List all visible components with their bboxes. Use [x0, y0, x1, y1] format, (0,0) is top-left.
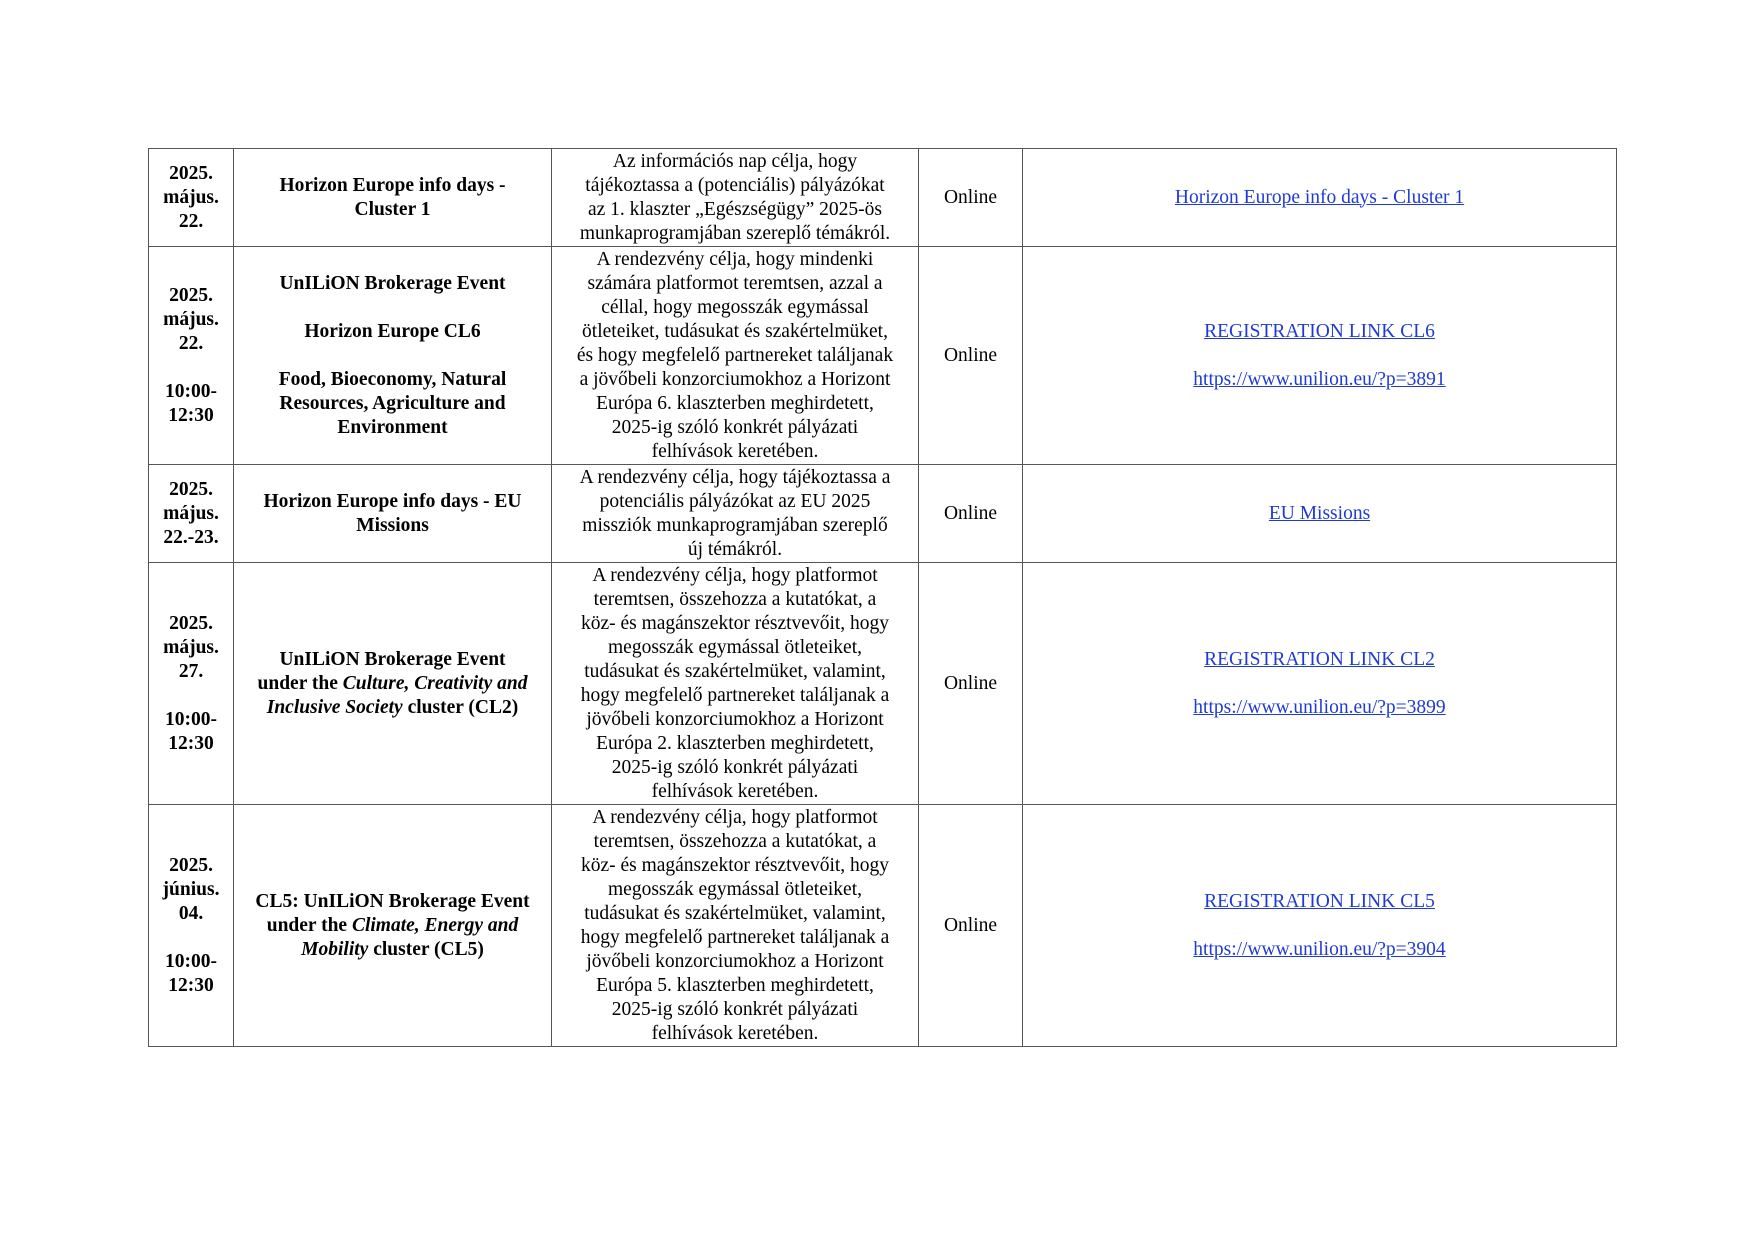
- event-links: [1023, 563, 1617, 805]
- table-row: [149, 805, 1617, 1047]
- event-mode: Online: [919, 465, 1023, 563]
- registration-link-cl2[interactable]: REGISTRATION LINK CL2: [1204, 648, 1435, 670]
- event-date: 2025. május. 22.: [149, 149, 234, 247]
- event-links: [1023, 465, 1617, 563]
- event-date: 2025. május. 22.-23.: [149, 465, 234, 563]
- event-mode: Online: [919, 149, 1023, 247]
- unilion-url-link[interactable]: https://www.unilion.eu/?p=3899: [1193, 696, 1446, 718]
- event-time: 10:00-: [165, 380, 217, 402]
- event-mode: Online: [919, 563, 1023, 805]
- event-description: A rendezvény célja, hogy platformot teremtsen, összehozza a kutatókat, a köz- és magánszektor résztvevőit, hogy megosszák egymással ötleteiket, tudásukat és szakértelmüket, valamint, hogy megfelelő partnereket találjanak a jövőbeli konzorciumokhoz a Horizont Európa 5. klaszterben meghirdetett, 2025-ig szóló konkrét pályázati felhívások keretében.: [552, 805, 919, 1047]
- event-title: Horizon Europe info days - Cluster 1: [234, 149, 552, 247]
- event-title: CL5: UnILiON Brokerage Event under the Climate, Energy and Mobility cluster (CL5): [234, 805, 552, 1047]
- table-row: [149, 563, 1617, 805]
- table-row: [149, 465, 1617, 563]
- registration-link-cl6[interactable]: REGISTRATION LINK CL6: [1204, 320, 1435, 342]
- event-description: Az információs nap célja, hogy tájékoztassa a (potenciális) pályázókat az 1. klaszter „Egészségügy” 2025-ös munkaprogramjában szereplő témákról.: [552, 149, 919, 247]
- unilion-url-link[interactable]: https://www.unilion.eu/?p=3904: [1193, 938, 1446, 960]
- event-title: Horizon Europe info days - EU Missions: [234, 465, 552, 563]
- eu-missions-link[interactable]: EU Missions: [1268, 502, 1371, 524]
- event-mode: Online: [919, 805, 1023, 1047]
- event-links: [1023, 805, 1617, 1047]
- event-links: [1023, 149, 1617, 247]
- event-description: A rendezvény célja, hogy mindenki számára platformot teremtsen, azzal a céllal, hogy megosszák egymással ötleteiket, tudásukat és szakértelmüket, és hogy megfelelő partnereket találjanak a jövőbeli konzorciumokhoz a Horizont Európa 6. klaszterben meghirdetett, 2025-ig szóló konkrét pályázati felhívások keretében.: [552, 247, 919, 465]
- event-title: UnILiON Brokerage Event Horizon Europe CL6 Food, Bioeconomy, Natural Resources, Agriculture and Environment: [234, 247, 552, 465]
- event-time: 10:00-: [165, 708, 217, 730]
- event-mode: Online: [919, 247, 1023, 465]
- table-row: [149, 247, 1617, 465]
- event-description: A rendezvény célja, hogy tájékoztassa a potenciális pályázókat az EU 2025 missziók munkaprogramjában szereplő új témákról.: [552, 465, 919, 563]
- info-days-cluster1-link[interactable]: Horizon Europe info days - Cluster 1: [1174, 186, 1465, 208]
- event-links: [1023, 247, 1617, 465]
- event-description: A rendezvény célja, hogy platformot teremtsen, összehozza a kutatókat, a köz- és magánszektor résztvevőit, hogy megosszák egymással ötleteiket, tudásukat és szakértelmüket, valamint, hogy megfelelő partnereket találjanak a jövőbeli konzorciumokhoz a Horizont Európa 2. klaszterben meghirdetett, 2025-ig szóló konkrét pályázati felhívások keretében.: [552, 563, 919, 805]
- event-date: 2025. május. 27. 10:00- 12:30: [149, 563, 234, 805]
- registration-link-cl5[interactable]: REGISTRATION LINK CL5: [1204, 890, 1435, 912]
- event-time: 10:00-: [165, 950, 217, 972]
- table-row: [149, 149, 1617, 247]
- event-date: 2025. június. 04. 10:00- 12:30: [149, 805, 234, 1047]
- events-table: [148, 148, 1617, 1047]
- unilion-url-link[interactable]: https://www.unilion.eu/?p=3891: [1193, 368, 1446, 390]
- event-date: 2025. május. 22. 10:00- 12:30: [149, 247, 234, 465]
- event-title: UnILiON Brokerage Event under the Culture, Creativity and Inclusive Society cluster (CL2): [234, 563, 552, 805]
